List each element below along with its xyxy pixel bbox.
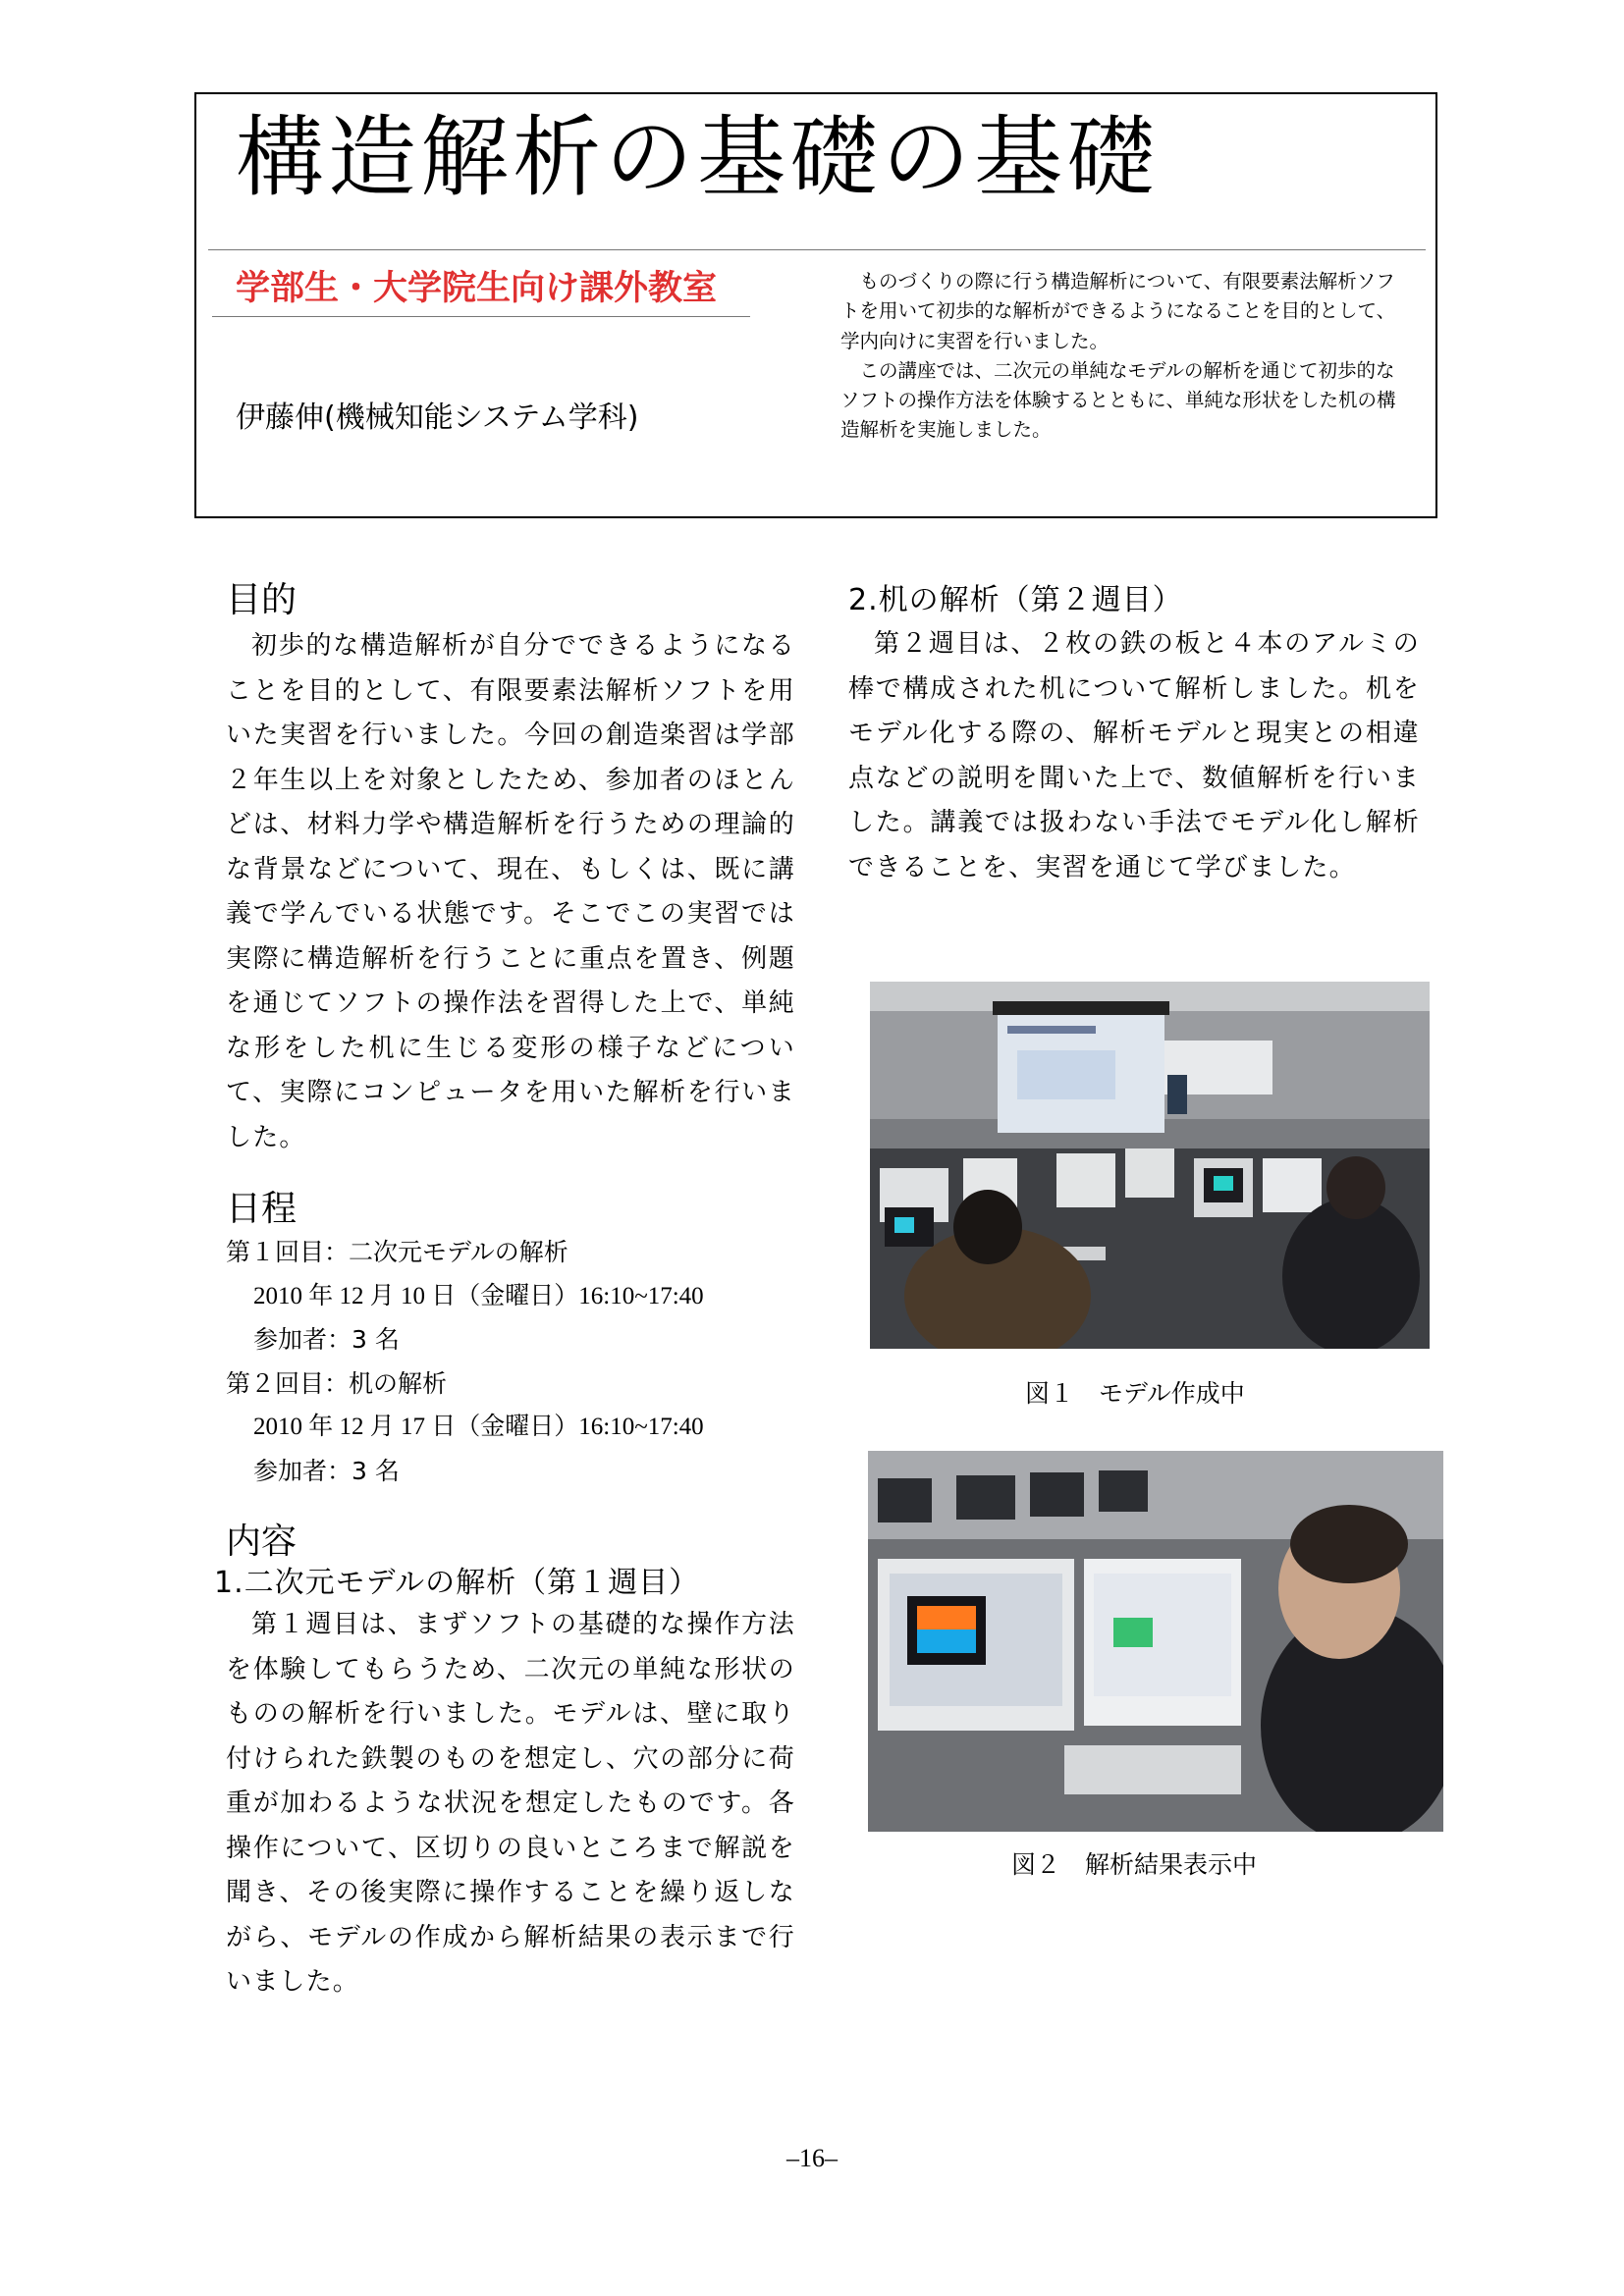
schedule-session-date: 2010 年 12 月 10 日（金曜日）16:10~17:40 [253,1282,704,1309]
figure2-caption: 図２ 解析結果表示中 [1011,1850,1258,1879]
page-title: 構造解析の基礎の基礎 [236,106,1159,209]
section2-heading: 2.机の解析（第２週目） [848,583,1183,617]
page-number: –16– [786,2144,838,2172]
section2-text: 第２週目は、２枚の鉄の板と４本のアルミの棒で構成された机について解析しました。机をモデル化する際の、解析モデルと現実との相違点などの説明を聞いた上で、数値解析を行いました。講義では扱わない手法でモデル化し解析できることを、実習を通じて学びました。 [848,629,1420,882]
schedule-session-title: 第１回目：二次元モデルの解析 [226,1238,568,1266]
section1-text: 第１週目は、まずソフトの基礎的な操作方法を体験してもらうため、二次元の単純な形状のものの解析を行いました。モデルは、壁に取り付けられた鉄製のものを想定し、穴の部分に荷重が加わるような状況を想定したものです。各操作について、区切りの良いところまで解説を聞き、その後実際に操作することを繰り返しながら、モデルの作成から解析結果の表示まで行いました。 [226,1610,795,1997]
schedule-heading: 日程 [226,1189,298,1229]
subtitle-divider [212,316,750,317]
figure2-photo [868,1451,1443,1832]
content-heading: 内容 [226,1522,298,1562]
schedule-session-title: 第２回目：机の解析 [226,1368,448,1398]
title-divider [208,249,1426,250]
purpose-text: 初歩的な構造解析が自分でできるようになることを目的として、有限要素法解析ソフトを用いた実習を行いました。今回の創造楽習は学部２年生以上を対象としたため、参加者のほとんどは、材料力学や構造解析を行うための理論的な背景などについて、現在、もしくは、既に講義で学んでいる状態です。そこでこの実習では実際に構造解析を行うことに重点を置き、例題を通じてソフトの操作法を習得した上で、単純な形をした机に生じる変形の様子などについて、実際にコンピュータを用いた解析を行いました。 [226,631,795,1152]
figure1-caption: 図１ モデル作成中 [1025,1379,1245,1408]
schedule-list [226,1231,795,1493]
figure1-photo [870,982,1430,1349]
author: 伊藤伸(機械知能システム学科) [236,400,639,435]
left-column [214,579,795,2005]
subtitle: 学部生・大学院生向け課外教室 [236,269,718,308]
abstract-paragraph: この講座では、二次元の単純なモデルの解析を通じて初歩的なソフトの操作方法を体験するとともに、単純な形状をした机の構造解析を実施しました。 [840,358,1396,442]
schedule-session-participants: 参加者：3 名 [253,1325,400,1354]
right-column [848,579,1437,890]
schedule-session-date: 2010 年 12 月 17 日（金曜日）16:10~17:40 [253,1414,704,1440]
abstract [840,267,1400,446]
schedule-session-participants: 参加者：3 名 [253,1456,400,1485]
purpose-heading: 目的 [226,580,298,620]
section1-heading: 1.二次元モデルの解析（第１週目） [214,1566,700,1600]
abstract-paragraph: ものづくりの際に行う構造解析について、有限要素法解析ソフトを用いて初歩的な解析ができるようになることを目的として、学内向けに実習を行いました。 [840,270,1396,352]
